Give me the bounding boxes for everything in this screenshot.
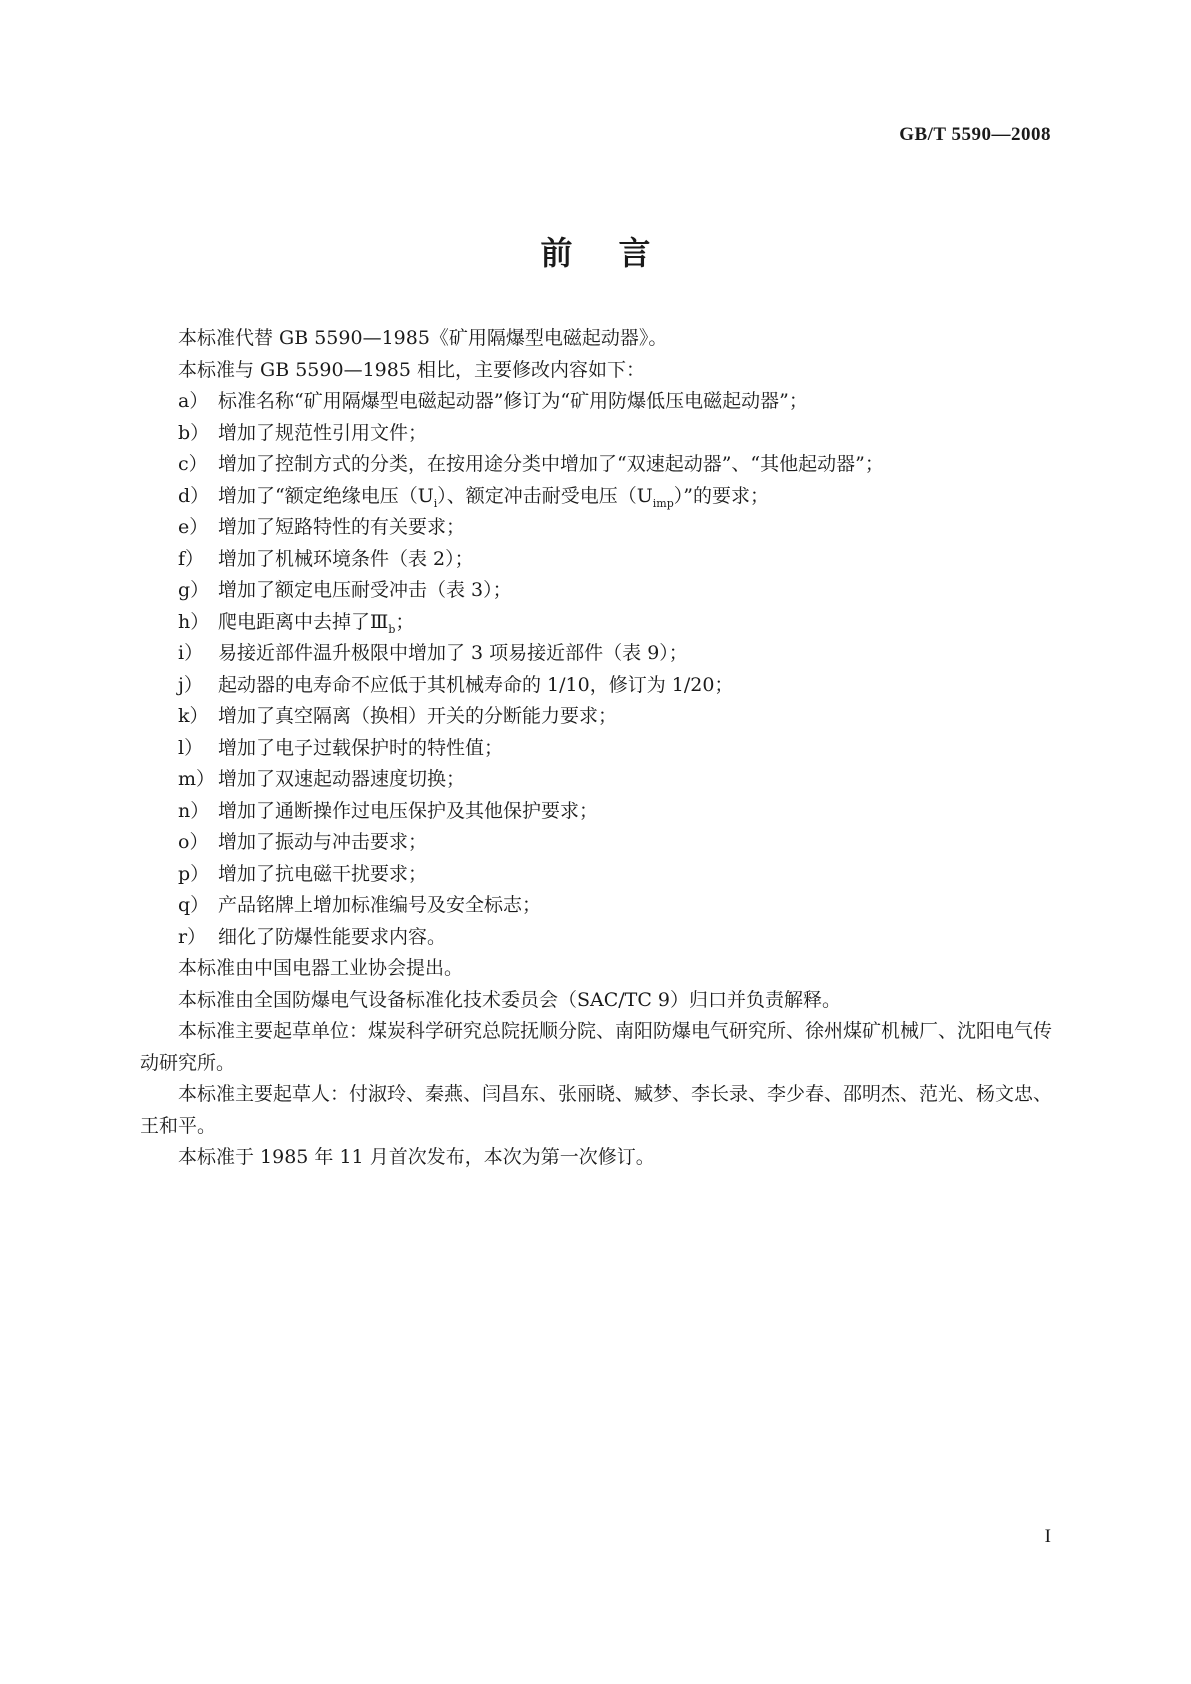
list-marker: p） (178, 862, 210, 885)
subscript: i (433, 496, 438, 510)
list-item (140, 922, 1052, 954)
list-marker: i） (178, 642, 204, 664)
list-marker: h） (178, 610, 210, 633)
list-item (140, 544, 1052, 576)
list-marker: k） (178, 705, 209, 727)
list-item (140, 449, 1052, 481)
list-text: 标准名称“矿用隔爆型电磁起动器”修订为“矿用防爆低压电磁起动器”； (218, 390, 808, 412)
list-item (140, 733, 1052, 765)
page-number: I (1044, 1526, 1051, 1547)
list-marker: g） (178, 579, 210, 601)
closing-paragraph: 本标准主要起草单位：煤炭科学研究总院抚顺分院、南阳防爆电气研究所、徐州煤矿机械厂、沈阳电气传动研究所。 (140, 1020, 1053, 1074)
document-body (140, 323, 1052, 1174)
list-item (140, 859, 1052, 891)
list-item (140, 670, 1052, 702)
list-text: 增加了规范性引用文件； (218, 421, 428, 444)
list-marker: m） (178, 768, 216, 790)
list-marker: n） (178, 799, 210, 822)
list-text: 增加了双速起动器速度切换； (218, 768, 466, 790)
list-item (140, 607, 1052, 639)
closing-paragraph: 本标准由全国防爆电气设备标准化技术委员会（SAC/TC 9）归口并负责解释。 (178, 988, 842, 1011)
list-text: 增加了抗电磁干扰要求； (218, 862, 428, 885)
list-text: 产品铭牌上增加标准编号及安全标志； (218, 894, 542, 916)
list-text: 细化了防爆性能要求内容。 (218, 925, 447, 948)
list-text: 增加了控制方式的分类，在按用途分类中增加了“双速起动器”、“其他起动器”； (218, 453, 884, 475)
list-marker: d） (178, 484, 210, 507)
list-item (140, 512, 1052, 544)
list-marker: o） (178, 831, 209, 853)
closing-paragraph: 本标准由中国电器工业协会提出。 (178, 957, 464, 979)
list-text: 增加了振动与冲击要求； (218, 831, 428, 853)
list-text: 增加了短路特性的有关要求； (218, 516, 466, 538)
list-text: 增加了机械环境条件（表 2）； (218, 547, 474, 570)
text-fragment: ）”的要求； (673, 484, 769, 507)
list-item (140, 575, 1052, 607)
list-marker: l） (178, 736, 204, 759)
list-item (140, 796, 1052, 828)
subscript: imp (652, 496, 674, 510)
intro-paragraph: 本标准与 GB 5590—1985 相比，主要修改内容如下： (178, 358, 645, 381)
intro-paragraph: 本标准代替 GB 5590—1985《矿用隔爆型电磁起动器》。 (178, 327, 668, 349)
list-marker: f） (178, 547, 205, 570)
list-item (140, 701, 1052, 733)
list-text (178, 607, 1052, 639)
standard-number: GB/T 5590—2008 (899, 124, 1051, 145)
list-marker: j） (178, 673, 203, 696)
list-text: 易接近部件温升极限中增加了 3 项易接近部件（表 9）； (218, 642, 688, 664)
list-text (178, 481, 1052, 513)
list-item (140, 418, 1052, 450)
list-item (140, 764, 1052, 796)
list-marker: r） (178, 925, 207, 948)
list-marker: b） (178, 421, 210, 444)
closing-paragraph: 本标准于 1985 年 11 月首次发布，本次为第一次修订。 (178, 1146, 655, 1168)
list-text: 增加了额定电压耐受冲击（表 3）； (218, 579, 512, 601)
list-marker: a） (178, 390, 209, 412)
list-text: 增加了真空隔离（换相）开关的分断能力要求； (218, 705, 618, 727)
closing-paragraph: 本标准主要起草人：付淑玲、秦燕、闫昌东、张丽晓、臧梦、李长录、李少春、邵明杰、范光、杨文忠、王和平。 (140, 1083, 1053, 1137)
list-marker: c） (178, 453, 208, 475)
list-marker: e） (178, 516, 209, 538)
page-title: 前言 (540, 234, 697, 272)
list-item (140, 481, 1052, 513)
subscript: b (388, 622, 396, 636)
text-fragment: ）、额定冲击耐受电压（U (437, 484, 653, 507)
list-text: 增加了电子过载保护时的特性值； (218, 736, 504, 759)
changes-list (140, 386, 1052, 953)
text-fragment: 爬电距离中去掉了Ⅲ (218, 610, 389, 633)
list-item (140, 827, 1052, 859)
list-text: 增加了通断操作过电压保护及其他保护要求； (218, 799, 599, 822)
list-text: 起动器的电寿命不应低于其机械寿命的 1/10，修订为 1/20； (218, 673, 734, 696)
list-item (140, 890, 1052, 922)
list-item (140, 386, 1052, 418)
text-fragment: ； (395, 610, 415, 633)
list-item (140, 638, 1052, 670)
list-marker: q） (178, 894, 210, 916)
text-fragment: 增加了“额定绝缘电压（U (218, 484, 434, 507)
